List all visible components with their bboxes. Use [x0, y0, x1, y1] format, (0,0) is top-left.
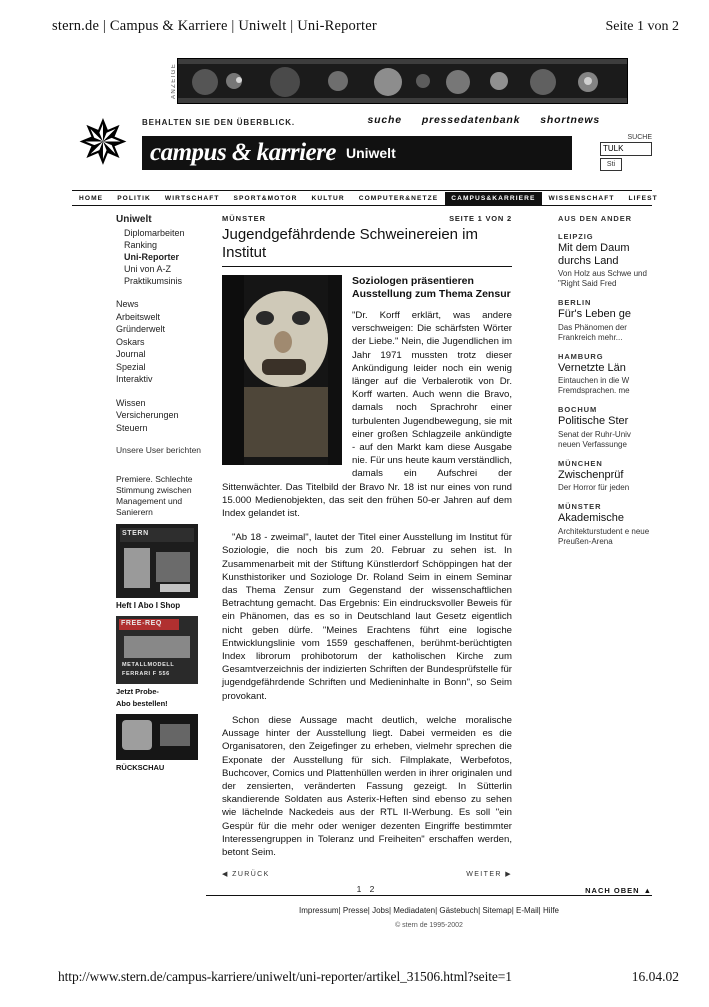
back-to-top-button[interactable]: [206, 886, 652, 895]
sidebar-promo2-caption-line2[interactable]: Abo bestellen!: [116, 699, 168, 708]
sidebar-links-secondary: [116, 397, 210, 435]
aside-item-title[interactable]: Vernetzte Län: [558, 361, 626, 374]
sidebar-item-uni-reporter[interactable]: Uni-Reporter: [124, 252, 180, 262]
sidebar-note: Unsere User berichten: [116, 445, 202, 455]
sidebar-links-primary: [116, 298, 210, 386]
campus-karriere-logo[interactable]: [142, 136, 572, 170]
article-lede: Soziologen präsentieren Ausstellung zum Thema Zensur: [352, 275, 511, 300]
promo-word-ferrari: FERRARI F 556: [122, 671, 170, 677]
sidebar-promo2-caption-line1[interactable]: Jetzt Probe-: [116, 687, 159, 696]
logo-text: campus & karriere: [150, 139, 336, 166]
aside-item[interactable]: [558, 405, 652, 450]
web-page-capture: [56, 48, 658, 929]
footer-links[interactable]: Impressum| Presse| Jobs| Mediadaten| Gästebuch| Sitemap| E-Mail| Hilfe: [299, 906, 559, 915]
aside-item[interactable]: [558, 459, 652, 494]
nav-item-campus-karriere[interactable]: CAMPUS&KARRIERE: [445, 192, 541, 205]
search-input[interactable]: TULK: [600, 142, 652, 156]
print-header: [52, 18, 679, 35]
next-page-button[interactable]: WEITER ▶: [466, 871, 512, 879]
article-headline: Jugendgefährdende Schweinereien im Institut: [222, 226, 479, 261]
nav-item-kultur[interactable]: KULTUR: [311, 194, 345, 202]
search-submit-button[interactable]: Sti: [600, 158, 622, 171]
link-shortnews[interactable]: shortnews: [540, 114, 600, 126]
sidebar-item-diplomarbeiten[interactable]: Diplomarbeiten: [124, 228, 185, 238]
print-footer-date: 16.04.02: [631, 969, 679, 984]
aside-item-city: LEIPZIG: [558, 232, 594, 241]
nav-item-sport-motor[interactable]: SPORT&MOTOR: [233, 194, 298, 202]
sidebar: [116, 214, 210, 772]
masthead-top-links[interactable]: [368, 114, 600, 126]
sidebar-item-ranking[interactable]: Ranking: [124, 240, 158, 250]
aside-item-title[interactable]: Politische Ster: [558, 415, 629, 427]
copyright: © stern de 1995-2002: [395, 922, 463, 929]
nav-item-politik[interactable]: POLITIK: [117, 194, 151, 202]
search-area[interactable]: [600, 134, 652, 171]
article-paragraph-2: "Ab 18 - zweimal", lautet der Titel einer Ausstellung im Institut für Soziologie, die noch bis zum 20. Februar zu sehen ist. In Zusammenarbeit mit der Stiftung Künstlerdorf Schöppingen hat der Kunsthistoriker und Soziologe Dr. Roland Seim in einem Seminar das Thema Zensur zum Gegenstand der wissenschaftlichen Betrachtung gemacht. Das Ergebnis: Ein eindrucksvoller Beweis für ein Phänomen, das es so in Deutschland laut Gesetz eigentlich nicht geben dürfe. "Meines Erachtens führt eine logische Entwicklungslinie vom 1559 geschaffenen, berühmt-berüchtigten Index librorum prohibotorum der katholischen Kirche zum Gesamtverzeichnis der indizierten Schriften der Bundesprüfstelle für jugendgefährdende Schriften und Medieninhalte in Bonn", so Seim provokant.: [222, 532, 512, 702]
nav-item-computer-netze[interactable]: COMPUTER&NETZE: [358, 194, 439, 202]
page-footer: [206, 886, 652, 929]
link-suche[interactable]: suche: [367, 114, 402, 126]
aside-item-title[interactable]: Für's Leben ge: [558, 308, 632, 320]
promo-word-free: FREE-REQ: [121, 620, 162, 627]
sidebar-promo-image-ferrari[interactable]: [116, 616, 198, 684]
sidebar-item-arbeitswelt[interactable]: Arbeitswelt: [116, 311, 161, 322]
aside-title: AUS DEN ANDER: [558, 214, 632, 223]
sidebar-item-journal[interactable]: Journal: [116, 349, 146, 359]
nav-item-wirtschaft[interactable]: WIRTSCHAFT: [164, 194, 220, 202]
article-photo: [222, 275, 342, 465]
article-paragraph-3: Schon diese Aussage macht deutlich, welche moralische Aussage hinter der Ausstellung liegt. Dabei vermeiden es die Organisatoren, den Zeigefinger zu erheben, vielmehr sprechen die Exponate der Ausstellung für sich. Filmplakate, Werbefotos, Buchcover, Comics und Plattenhüllen werden in ihrer originalen und der zensierten, veränderten Fassung gezeigt. In Sütterlin skandierende Soldaten aus Asterix-Heften sind ebenso zu sehen wie lächelnde Nackedeis aus der RTL II-Werbung. Es soll "ein Gespür für die mehr oder weniger dezenten Eingriffe bestimmter Interessengruppen in Toleranz und Freiheiten" erschaffen werden, betont Seim.: [222, 714, 512, 858]
article-pager[interactable]: [222, 870, 512, 878]
aside-item[interactable]: [558, 352, 652, 397]
site-masthead: [72, 106, 652, 182]
main-navigation[interactable]: [72, 190, 658, 206]
link-pressedatenbank[interactable]: pressedatenbank: [421, 114, 521, 126]
aside-other-cities: [558, 214, 652, 547]
sidebar-item-oskars[interactable]: Oskars: [116, 336, 145, 347]
aside-item-title[interactable]: Mit dem Daum durchs Land: [558, 242, 630, 267]
sidebar-promo-text: Premiere. Schlechte Stimmung zwischen Management und Sanierern: [116, 474, 193, 517]
sidebar-promo-image-stern[interactable]: [116, 524, 198, 598]
aside-item-title[interactable]: Akademische: [558, 512, 625, 524]
aside-item[interactable]: [558, 232, 652, 289]
article-kicker: MÜNSTER: [222, 214, 267, 223]
ad-image[interactable]: [177, 58, 628, 104]
aside-item-sub: Von Holz aus Schwe und "Right Said Fred: [558, 269, 647, 288]
aside-item-sub: Eintauchen in die W Fremdsprachen. me: [558, 376, 630, 395]
sidebar-item-gruenderwelt[interactable]: Gründerwelt: [116, 324, 166, 334]
logo-subtitle: Uniwelt: [345, 145, 396, 161]
promo-word-metallmodell: METALLMODELL: [122, 662, 175, 668]
nav-item-wissenschaft[interactable]: WISSENSCHAFT: [548, 194, 615, 202]
nav-item-lifestyle[interactable]: LIFEST: [628, 194, 658, 202]
sidebar-promo-image-rueckschau[interactable]: [116, 714, 198, 760]
sidebar-section-title: Uniwelt: [116, 214, 152, 225]
sidebar-item-interaktiv[interactable]: Interaktiv: [116, 374, 153, 384]
aside-item-sub: Der Horror für jeden: [558, 483, 630, 492]
article-page-indicator: SEITE 1 VON 2: [449, 214, 512, 223]
sidebar-item-steuern[interactable]: Steuern: [116, 422, 148, 433]
aside-item-sub: Senat der Ruhr-Univ neuen Verfassunge: [558, 429, 631, 449]
next-page-label: WEITER: [466, 871, 502, 879]
search-label: SUCHE: [627, 134, 652, 141]
article-page-numbers[interactable]: 1 2: [356, 884, 378, 895]
banner-ad[interactable]: [168, 58, 628, 104]
prev-page-button[interactable]: ◀ ZURÜCK: [222, 871, 270, 879]
back-to-top-label: NACH OBEN: [585, 886, 640, 895]
aside-item-sub: Architekturstudent e neue Preußen-Arena: [558, 526, 650, 546]
ad-label: ANZEIGE: [171, 62, 177, 100]
sidebar-item-news[interactable]: News: [116, 299, 139, 309]
aside-item-city: BOCHUM: [558, 405, 598, 414]
sidebar-item-uni-von-a-z[interactable]: Uni von A-Z: [124, 264, 172, 274]
prev-page-label: ZURÜCK: [232, 871, 270, 879]
aside-item[interactable]: [558, 298, 652, 343]
triangle-up-icon: ▲: [643, 886, 652, 895]
sidebar-item-praktikumsinis[interactable]: Praktikumsinis: [124, 276, 183, 286]
sidebar-item-spezial[interactable]: Spezial: [116, 361, 146, 372]
aside-item[interactable]: [558, 502, 652, 547]
aside-item-city: BERLIN: [558, 298, 592, 307]
print-footer-url: http://www.stern.de/campus-karriere/uniwelt/uni-reporter/artikel_31506.html?seite=1: [58, 969, 512, 984]
headline-divider: [222, 266, 512, 267]
print-header-page: Seite 1 von 2: [605, 19, 679, 34]
aside-item-city: MÜNSTER: [558, 502, 602, 511]
aside-item-city: MÜNCHEN: [558, 458, 603, 468]
stern-star-logo-icon[interactable]: ✵: [77, 106, 129, 179]
masthead-tagline: BEHALTEN SIE DEN ÜBERBLICK.: [142, 118, 296, 127]
sidebar-promo1-caption[interactable]: Heft I Abo I Shop: [116, 601, 181, 610]
footer-divider: [206, 895, 652, 896]
print-header-breadcrumb: stern.de | Campus & Karriere | Uniwelt | Uni-Reporter: [52, 18, 377, 34]
promo-word: STERN: [122, 530, 149, 537]
article-paragraph-1: "Dr. Korff erklärt, was andere verschweigen: Die schärfsten Wörter der Liebe." Nein, die Jugendlichen im Jahr 1971 mussten trotz dieser Ankündigung leider noch ein wenig länger auf die Verbalerotik von Dr. Korff warten. Auch wenn die Bravo, damals noch Sprachrohr einer turbulenten Jugendbewegung, sie mit einer großen Schlagzeile ankündigte - auf den Markt kam diese Ausgabe nie. Für uns heute kaum verständlich, damals ein Aufschrei der Sittenwächter. Das Titelbild der Bravo Nr. 18 ist nur eines von rund 15.000 Medienobjekten, das seit den frühen 50-er Jahren auf dem Index gelandet ist.: [222, 310, 512, 520]
aside-item-sub: Das Phänomen der Frankreich mehr...: [558, 322, 627, 342]
article: [222, 214, 512, 894]
aside-item-title[interactable]: Zwischenprüf: [558, 468, 624, 481]
sidebar-item-versicherungen[interactable]: Versicherungen: [116, 410, 179, 420]
sidebar-section-uniwelt: [116, 214, 210, 287]
sidebar-promo3-caption[interactable]: RÜCKSCHAU: [116, 763, 165, 772]
print-footer: [58, 969, 679, 985]
nav-item-home[interactable]: HOME: [79, 194, 104, 202]
aside-item-city: HAMBURG: [558, 351, 604, 361]
sidebar-item-wissen[interactable]: Wissen: [116, 397, 146, 408]
